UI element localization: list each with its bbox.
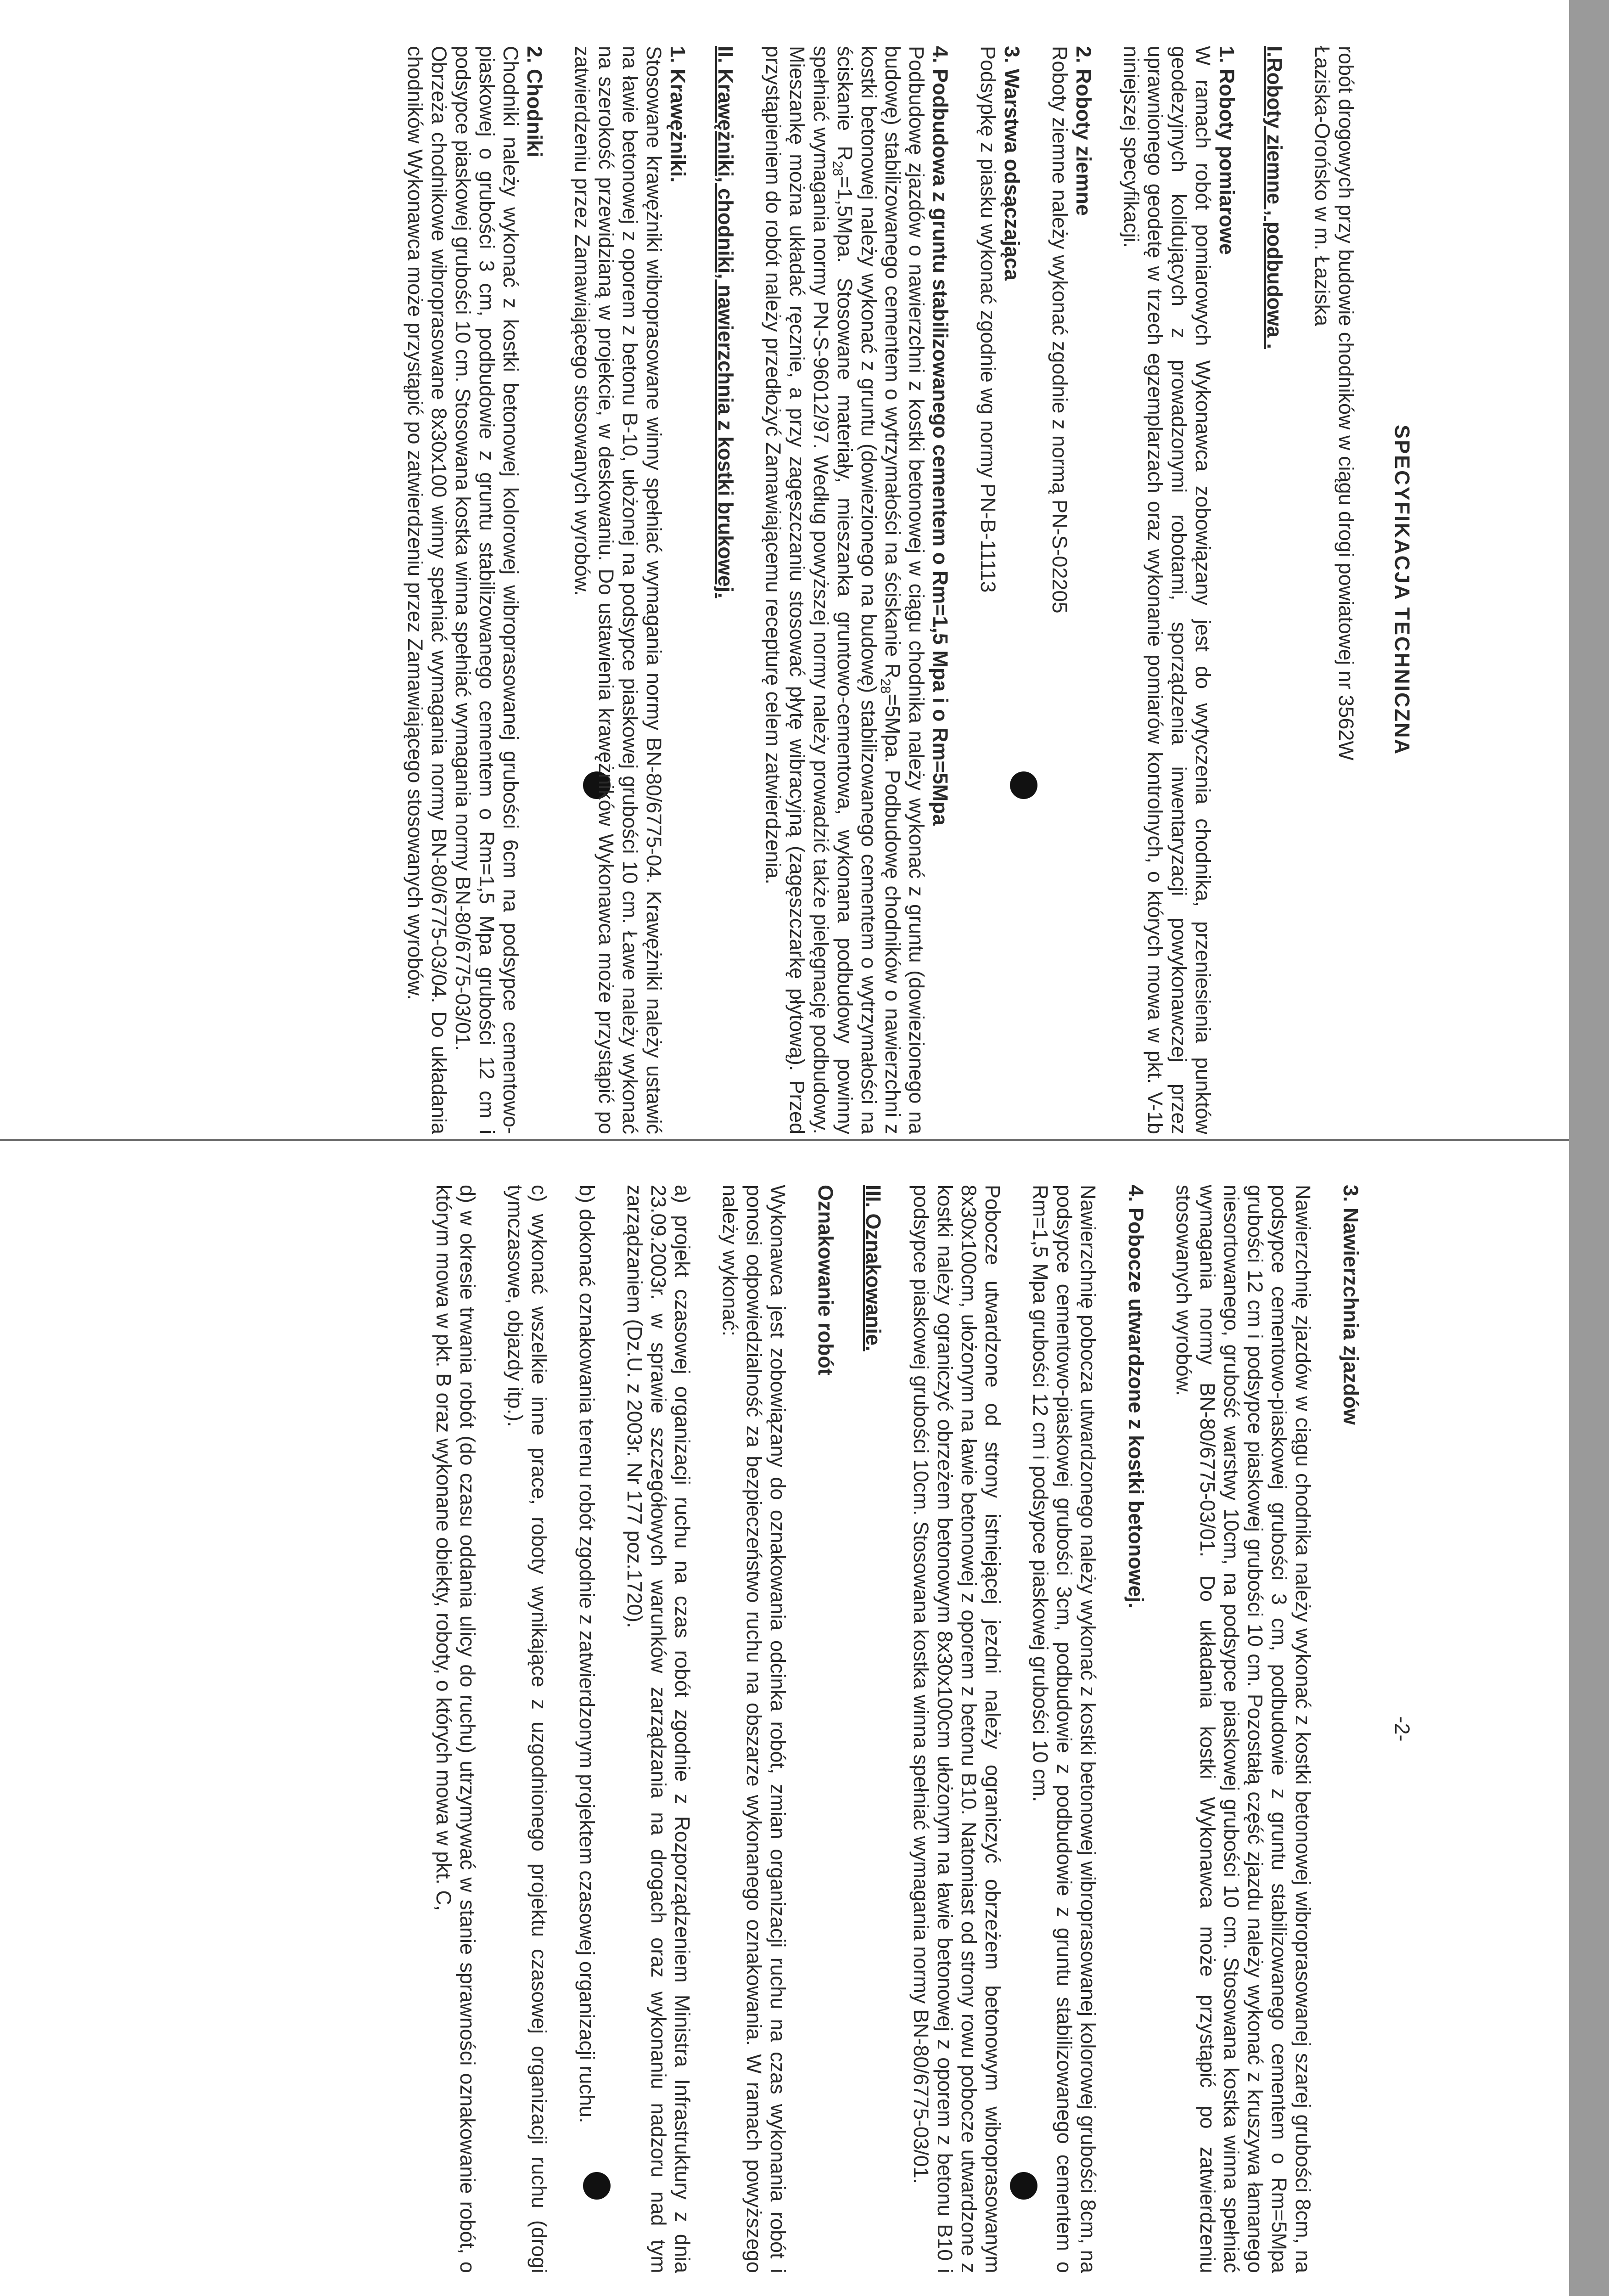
section-2-heading: II. Krawężniki, chodniki, nawierzchnia z kostki brukowej. [714, 46, 737, 598]
item-heading: 3. Nawierzchnia zjazdów [1339, 1185, 1362, 1425]
item-heading: 2. Roboty ziemne [1072, 46, 1095, 216]
item-text: Podsypkę z piasku wykonać zgodnie wg normy PN-B-11113 [976, 46, 1000, 593]
item-heading: 4. Pobocze utwardzone z kostki betonowej. [1124, 1185, 1148, 1609]
spec-intro [1310, 46, 1358, 1134]
paragraph: Wykonawca jest zobowiązany do oznakowania odcinka robót, zmian organizacji ruchu na czas wykonania robót i ponosi odpowiedzialność za bezpieczeństwo ruchu na obszarze wykonanego oznakowania. W ramach powyższego należy wykonać: [718, 1185, 790, 2273]
item-text: Nawierzchnię zjazdów w ciągu chodnika należy wykonać z kostki betonowej wibroprasowanej szarej grubości 8cm, na podsypce cementowo-piaskowej grubości 3 cm, podbudowie z gruntu stabilizowanego cementem o Rm=5Mpa grubości 12 cm i podsypce piaskowej grubości 10 cm. Pozostałą część zjazdu należy wykonać z kruszywa łamanego niesortowanego, grubość warstwy 10cm, na podsypce piaskowej grubości 10 cm. Stosowana kostka winna spełniać wymagania normy BN-80/6775-03/01. Do układania kostki Wykonawca może przystąpić po zatwierdzeniu stosowanych wyrobów. [1172, 1185, 1315, 2273]
item-text: Nawierzchnię pobocza utwardzonego należy wykonać z kostki betonowej wibroprasowanej kolorowej grubości 8cm, na podsypce cementowo-piaskowej grubości 3cm, podbudowie z podbudowie z gruntu stabilizowanego cementem o Rm=1,5 Mpa grubości 12 cm i podsypce piaskowej grubości 10 cm. [1029, 1185, 1100, 2273]
item-text: Chodniki należy wykonać z kostki betonowej kolorowej wibroprasowanej grubości 6cm na podsypce cementowo-piaskowej o grubości 3 cm, podbudowie z gruntu stabilizowanego cementem o Rm=1,5 Mpa grubości 12 cm i podsypce piaskowej grubości 10 cm. Stosowana kostka winna spełniać wymagania normy BN-80/6775-03/01. [451, 46, 522, 1134]
spec-item [761, 46, 952, 1134]
item-text: Stosowane krawężniki wibroprasowane winny spełniać wymagania normy BN-80/6775-04. Krawężniki należy ustawić na ławie betonowej z oporem z betonu B-10, ułożonej na podsypce piaskowej grubości 10 cm. Ławe należy wykonać na szerokość przewidzianą w projekcie, w deskowaniu. Do ustawienia krawężników Wykonawca może przystąpić po zatwierdzeniu przez Zamawiającego stosowanych wyrobów. [571, 46, 666, 1134]
item-heading: 2. Chodniki [523, 46, 546, 158]
second-page [0, 1176, 1441, 2282]
item-text: =1,5Mpa. Stosowane materiały, mieszanka gruntowo-cementowa, wykonana podbudowy powinny spełniać wymagania normy PN-S-96012/97. Według powyższej normy należy prowadzić także pielęgnację podbudowy. Mieszankę można układać ręcznie, a przy zagęszczaniu stosować płytę wibracyjną (zagęszczarkę płytową). Przed przystąpieniem do robót należy przedłożyć Zamawiającemu recepturę celem zatwierdzenia. [762, 46, 857, 1135]
item-heading: 4. Podbudowa z gruntu stabilizowanego cementem o Rm=1,5 Mpa i o Rm=5Mpa [929, 46, 952, 826]
subscript: 28 [878, 678, 893, 694]
spec-item [976, 46, 1024, 1134]
spec-item [1028, 1185, 1148, 2273]
item-heading: 1. Krawężniki. [666, 46, 690, 183]
page-number: -2- [1390, 1716, 1414, 1742]
item-text: W ramach robót pomiarowych Wykonawca zobowiązany jest do wytyczenia chodnika, przeniesienia punktów geodezyjnych kolidujących z prowadzonymi robotami, sporządzenia inwentaryzacji powykonawczej przez uprawnionego geodetę w trzech egzemplarzach oraz wykonanie pomiarów kontrolnych, o których mowa w pkt. V-1b niniejszej specyfikacji. [1120, 46, 1215, 1134]
paragraph: Pobocze utwardzone od strony istniejącej jezdni należy ograniczyć obrzeżem betonowym wibroprasowanym 8x30x100cm, ułożonym na ławie betonowej z oporem z betonu B10. Natomiast od strony rowu pobocze utwardzone z kostki należy ograniczyć obrzeżem betonowym 8x30x100cm ułożonym na ławie betonowej z oporem z betonu B10 i podsypce piaskowej grubości 10cm. Stosowana kostka winna spełniać wymagania normy BN-80/6775-03/01. [909, 1185, 1004, 2273]
section-3-subheading: Oznakowanie robót [814, 1185, 837, 1376]
section-3-heading: III. Oznakowanie. [862, 1185, 885, 1351]
section-1-heading: I.Roboty ziemne , podbudowa . [1263, 46, 1286, 349]
spec-item [570, 46, 690, 1134]
list-item: b) dokonać oznakowania terenu robót zgodnie z zatwierdzonym projektem czasowej organizacji ruchu. [575, 1185, 599, 2123]
list-item: c) wykonać wszelkie inne prace, roboty wynikające z uzgodnionego projektu czasowej organizacji ruchu (drogi tymczasowe, objazdy itp.). [504, 1185, 551, 2273]
subscript: 28 [830, 161, 845, 176]
item-heading: 3. Warstwa odsączająca [1000, 46, 1024, 281]
intro-line: robót drogowych przy budowie chodników w ciągu drogi powiatowej nr 3562W [1334, 46, 1358, 760]
spec-title: SPECYFIKACJA TECHNICZNA [1390, 425, 1414, 755]
spec-item [1172, 1185, 1362, 2273]
item-text: Roboty ziemne należy wykonać zgodnie z normą PN-S-02205 [1048, 46, 1071, 613]
item-text: Obrzeża chodnikowe wibroprasowane 8x30x100 winny spełniać wymagania normy BN-80/6775-03/04. Do układania chodników Wykonawca może przystąpić po zatwierdzeniu przez Zamawiającego stosowanych wyrobów. [404, 46, 451, 1134]
spec-item [403, 46, 546, 1134]
spec-item [1048, 46, 1095, 1134]
item-heading: 1. Roboty pomiarowe [1215, 46, 1239, 255]
item-text: =5Mpa. Podbudowę chodników o nawierzchni z kostki betonowej należy wykonać z gruntu (dowiezionego na budowę) stabilizowanego cementem o wytrzymałości na ściskanie R [833, 46, 904, 1134]
list-item: d) w okresie trwania robót (do czasu oddania ulicy do ruchu) utrzymywać w stanie sprawności oznakowanie robót, o którym mowa w pkt. B oraz wykonane obiekty, roboty, o których mowa w pkt. C, [432, 1185, 479, 2273]
item-text: Podbudowę zjazdów o nawierzchni z kostki betonowej w ciągu chodnika należy wykonać z gruntu (dowiezionego na budowę) stabilizowanego cementem o wytrzymałości na ściskanie R [881, 46, 928, 1134]
list-item: a) projekt czasowej organizacji ruchu na czas robót zgodnie z Rozporządzeniem Ministra Infrastruktury z dnia 23.09.2003r. w sprawie szczegółowych warunków zarządzania na drogach oraz wykonaniu nadzoru nad tym zarządzaniem (Dz.U. z 2003r. Nr 177 poz.1720). [623, 1185, 694, 2273]
intro-line: Łaziska-Orońsko w m. Łaziska [1311, 46, 1334, 326]
spec-page [0, 37, 1441, 1143]
spec-item [1119, 46, 1239, 1134]
scanner-margin [1569, 0, 1609, 2296]
